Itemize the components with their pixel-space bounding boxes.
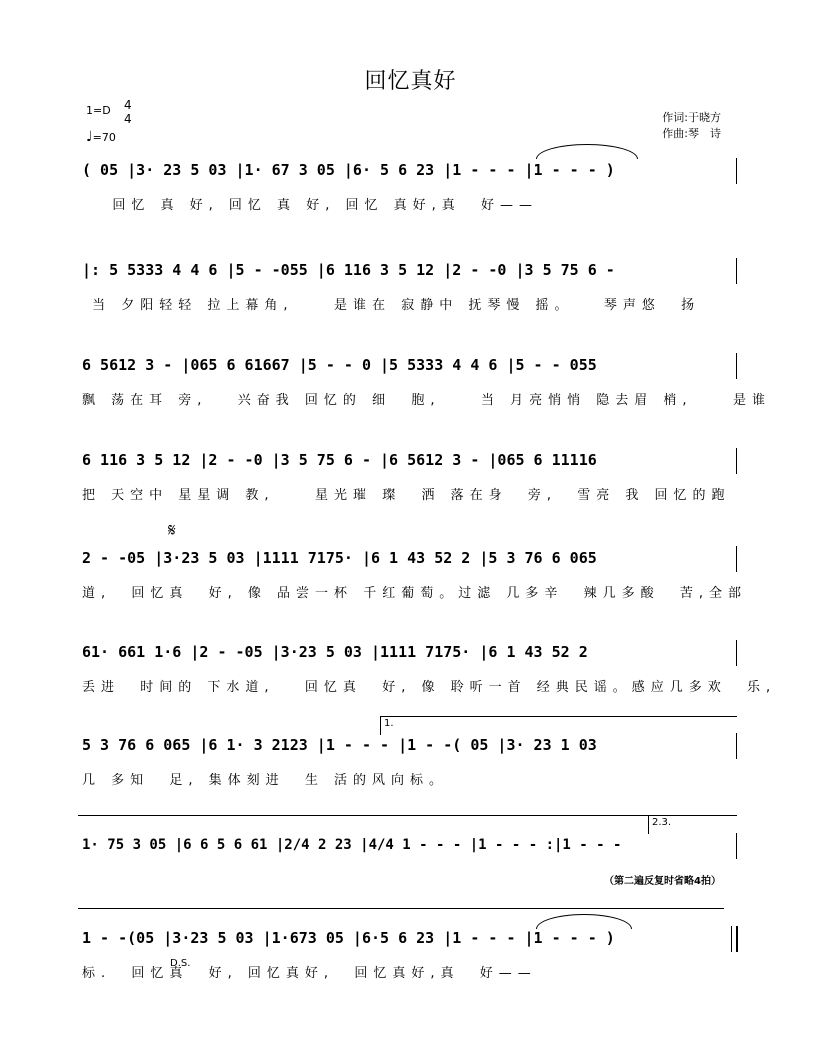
notation-line: 5 3 76 6 065 |6 1· 3 2123 |1 - - - |1 - -( 05 |3· 23 1 03 <box>82 736 597 754</box>
notation-line: 61· 661 1·6 |2 - -05 |3·23 5 03 |1111 7175· |6 1 43 52 2 <box>82 643 588 661</box>
barline <box>736 258 737 284</box>
credits <box>662 110 721 142</box>
tempo-marking <box>86 130 116 145</box>
notation-line: |: 5 5333 4 4 6 |5 - -055 |6 116 3 5 12 |2 - -0 |3 5 75 6 - <box>82 261 615 279</box>
lyrics-line: 标. 回忆真 好, 回忆真好, 回忆真好,真 好—— <box>82 966 537 981</box>
notation-line: 2 - -05 |3·23 5 03 |1111 7175· |6 1 43 52 2 |5 3 76 6 065 <box>82 549 597 567</box>
time-numerator: 4 <box>124 98 132 112</box>
lyrics-line: 丢进 时间的 下水道, 回忆真 好, 像 聆听一首 经典民谣。感应几多欢 乐, <box>82 680 777 695</box>
staff-row <box>0 150 821 260</box>
barline <box>736 733 737 759</box>
lyrics-line: 回忆 真 好, 回忆 真 好, 回忆 真好,真 好—— <box>82 198 538 213</box>
notation-line: 1 - -(05 |3·23 5 03 |1·673 05 |6·5 6 23 |1 - - - |1 - - - ) <box>82 929 615 947</box>
staff-row <box>0 250 821 360</box>
tie <box>536 144 638 159</box>
lyrics-line: 飘 荡在耳 旁, 兴奋我 回忆的 细 胞, 当 月亮悄悄 隐去眉 梢, 是谁 <box>82 393 772 408</box>
song-title: 回忆真好 <box>364 69 457 94</box>
barline <box>736 158 737 184</box>
lyricist: 作词:于晓方 <box>662 111 721 124</box>
key-label: 1=D <box>86 104 111 117</box>
volta-continuation-line <box>78 908 724 909</box>
barline <box>736 353 737 379</box>
ds-marking: D.S. <box>170 958 191 969</box>
lyrics-line: 当 夕阳轻轻 拉上幕角, 是谁在 寂静中 抚琴慢 摇。 琴声悠 扬 <box>82 298 701 313</box>
key-signature <box>86 98 132 126</box>
lyrics-line: 把 天空中 星星调 教, 星光璀 璨 洒 落在身 旁, 雪亮 我 回忆的跑 <box>82 488 731 503</box>
repeat-note: （第二遍反复时省略4拍） <box>604 876 721 887</box>
segno-sign: 𝄋 <box>168 520 176 541</box>
barline <box>736 640 737 666</box>
volta-1-label: 1. <box>384 718 394 729</box>
barline <box>736 448 737 474</box>
barline <box>736 546 737 572</box>
notation-line: 6 116 3 5 12 |2 - -0 |3 5 75 6 - |6 5612 3 - |065 6 11116 <box>82 451 597 469</box>
tempo-value: =70 <box>92 131 116 144</box>
barline <box>736 833 737 859</box>
composer: 作曲:琴 诗 <box>662 127 721 140</box>
quarter-note-icon: ♩ <box>86 129 93 145</box>
volta-2-3-label: 2.3. <box>652 817 672 828</box>
lyrics-line: 道, 回忆真 好, 像 品尝一杯 千红葡萄。过滤 几多辛 辣几多酸 苦,全部 <box>82 586 747 601</box>
notation-line: ( 05 |3· 23 5 03 |1· 67 3 05 |6· 5 6 23 |1 - - - |1 - - - ) <box>82 161 615 179</box>
staff-row <box>0 345 821 455</box>
volta-continuation-line <box>78 815 736 816</box>
final-barline <box>731 926 738 952</box>
notation-line: 6 5612 3 - |065 6 61667 |5 - - 0 |5 5333 4 4 6 |5 - - 055 <box>82 356 597 374</box>
lyrics-line: 几 多知 足, 集体刻进 生 活的风向标。 <box>82 773 449 788</box>
staff-row <box>0 918 821 1028</box>
notation-line: 1· 75 3 05 |6 6 5 6 61 |2/4 2 23 |4/4 1 - - - |1 - - - :|1 - - - <box>82 837 622 853</box>
time-denominator: 4 <box>124 112 132 126</box>
staff-row <box>0 440 821 550</box>
